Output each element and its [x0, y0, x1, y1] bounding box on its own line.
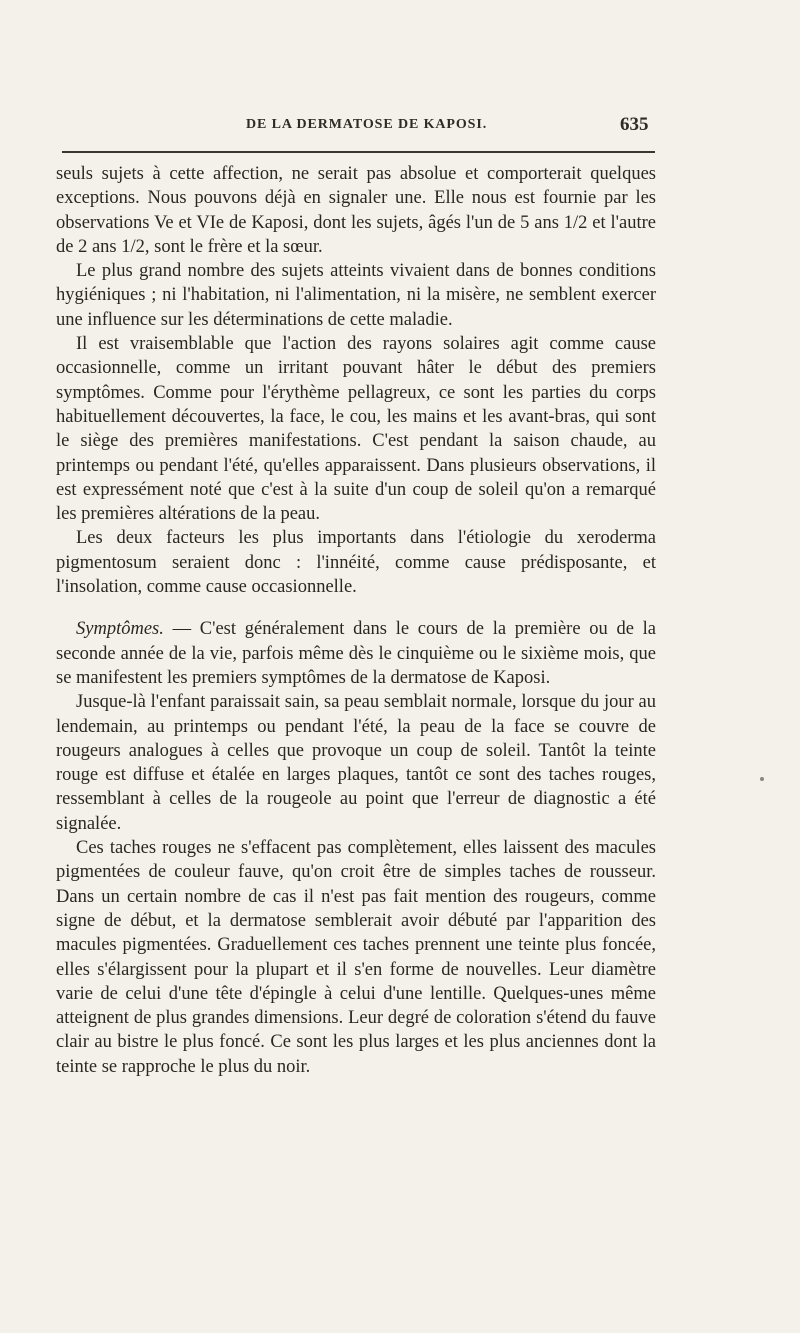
running-title: DE LA DERMATOSE DE KAPOSI. [246, 117, 488, 132]
section-title-symptomes: Symptômes. [76, 619, 164, 640]
header-rule [62, 151, 655, 153]
paragraph-hygiene: Le plus grand nombre des sujets atteints vivaient dans de bonnes conditions hygiéniques ; ni l'habitation, ni l'alimentation, ni la misère, ne semblent exercer une influence sur les déterminations de cette maladie. [56, 261, 656, 330]
paragraph-macules: Ces taches rouges ne s'effacent pas complètement, elles laissent des macules pigmentées de couleur fauve, qu'on croit être de simples taches de rousseur. Dans un certain nombre de cas il n'est pas fait mention des rougeurs, comme signe de début, et la dermatose semblerait avoir débuté par l'apparition des macules pigmentées. Graduellement ces taches prennent une teinte plus foncée, elles s'élargissent pour la plupart et il s'en forme de nouvelles. Leur diamètre varie de celui d'une tête d'épingle à celui d'une lentille. Quelques-unes même atteignent de plus grandes dimensions. Leur degré de coloration s'étend du fauve clair au bistre le plus foncé. Ce sont les plus larges et les plus anciennes dont la teinte se rapproche le plus du noir. [56, 838, 656, 1077]
paragraph-continuation: seuls sujets à cette affection, ne serait pas absolue et comporterait quelques exceptions. Nous pouvons déjà en signaler une. Elle nous est fournie par les observations Ve et VIe de Kaposi, dont les sujets, âgés l'un de 5 ans 1/2 et l'autre de 2 ans 1/2, sont le frère et la sœur. [56, 164, 656, 257]
body-text [56, 162, 656, 1079]
paragraph-etiology: Les deux facteurs les plus importants dans l'étiologie du xeroderma pigmentosum seraient donc : l'innéité, comme cause prédisposante, et l'insolation, comme cause occasionnelle. [56, 528, 656, 598]
symptomes-text: — C'est généralement dans le cours de la première ou de la seconde année de la vie, parfois même dès le cinquième ou le sixième mois, que se manifestent les premiers symptômes de la dermatose de Kaposi. [56, 619, 656, 688]
page-number: 635 [620, 114, 649, 135]
paragraph-solar-rays: Il est vraisemblable que l'action des rayons solaires agit comme cause occasionnelle, comme un irritant pouvant hâter le début des premiers symptômes. Comme pour l'érythème pellagreux, ce sont les parties du corps habituellement découvertes, la face, le cou, les mains et les avant-bras, qui sont le siège des premières manifestations. C'est pendant la saison chaude, au printemps ou pendant l'été, qu'elles apparaissent. Dans plusieurs observations, il est expressément noté que c'est à la suite d'un coup de soleil qu'on a remarqué les premières altérations de la peau. [56, 334, 656, 525]
paragraph-symptomes [56, 617, 656, 690]
page-header [0, 114, 800, 138]
paragraph-onset: Jusque-là l'enfant paraissait sain, sa peau semblait normale, lorsque du jour au lendemain, au printemps ou pendant l'été, la peau de la face se couvre de rougeurs analogues à celles que provoque un coup de soleil. Tantôt la teinte rouge est diffuse et étalée en larges plaques, tantôt ce sont des taches rouges, ressemblant à celles de la rougeole au point que l'erreur de diagnostic a été signalée. [56, 692, 656, 834]
paper-speck [760, 777, 764, 781]
